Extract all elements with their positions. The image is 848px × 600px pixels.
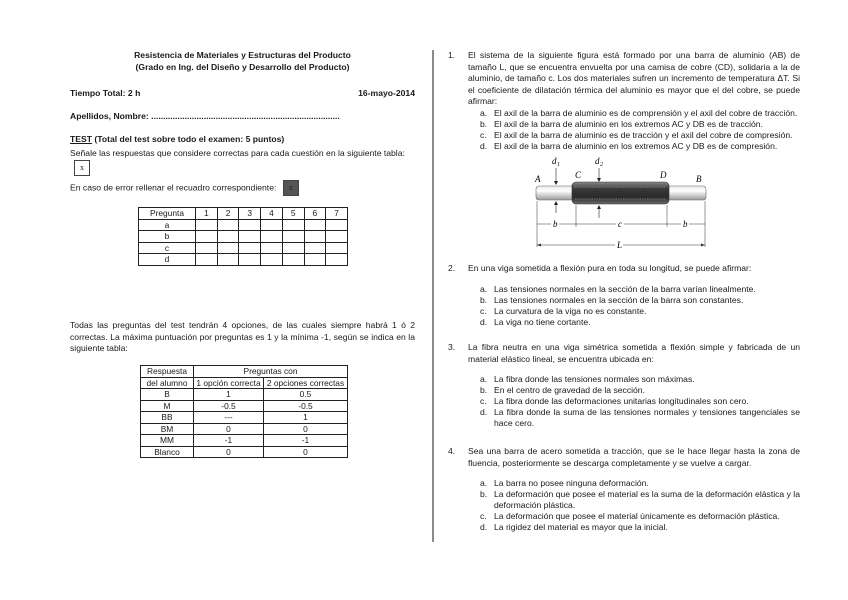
question-number: 1. xyxy=(448,50,456,60)
answer-cell[interactable] xyxy=(217,219,239,231)
question-column-5: 5 xyxy=(282,208,304,220)
answer-cell[interactable] xyxy=(326,231,348,243)
option-row-label: b xyxy=(139,231,196,243)
question-column-3: 3 xyxy=(239,208,261,220)
answer-table-header xyxy=(139,208,348,220)
scoring-cell: MM xyxy=(141,435,194,447)
option-c: c. El axil de la barra de aluminio es de tracción y el axil del cobre de compresión. xyxy=(480,129,793,140)
options-list xyxy=(480,108,800,152)
scoring-cell: -0.5 xyxy=(264,400,348,412)
scoring-group-header: Preguntas con xyxy=(194,366,348,378)
option-row-label: c xyxy=(139,242,196,254)
test-heading-underlined: TEST xyxy=(70,134,92,144)
scoring-cell: -1 xyxy=(194,435,264,447)
label-C: C xyxy=(575,170,582,180)
answer-cell[interactable] xyxy=(326,242,348,254)
question-4 xyxy=(448,446,800,533)
question-column-7: 7 xyxy=(326,208,348,220)
table-row xyxy=(141,423,348,435)
checkbox-example-icon: x xyxy=(74,160,90,176)
table-row xyxy=(139,219,348,231)
label-B: B xyxy=(696,174,702,184)
test-heading-rest: (Total del test sobre todo el examen: 5 puntos) xyxy=(91,134,285,144)
table-row xyxy=(139,231,348,243)
option-a: a. El axil de la barra de aluminio es de comprensión y el axil del cobre de tracción. xyxy=(480,107,798,118)
total-time: Tiempo Total: 2 h xyxy=(70,88,141,98)
name-field-label: Apellidos, Nombre: ............................................................................... xyxy=(70,111,340,121)
svg-text:2: 2 xyxy=(600,162,603,168)
scoring-cell: 0 xyxy=(194,423,264,435)
svg-text:1: 1 xyxy=(557,162,560,168)
question-column-6: 6 xyxy=(304,208,326,220)
right-column xyxy=(448,50,800,532)
answer-cell[interactable] xyxy=(282,231,304,243)
option-d: d. La rigidez del material es mayor que la inicial. xyxy=(480,522,668,532)
question-column-1: 1 xyxy=(196,208,218,220)
option-b: b. La deformación que posee el material es la suma de la deformación elástica y la deformación plástica. xyxy=(480,489,800,510)
options-list xyxy=(480,284,800,328)
scoring-cell: 1 xyxy=(264,412,348,424)
question-text: En una viga sometida a flexión pura en toda su longitud, se puede afirmar: xyxy=(468,263,752,273)
question-number: 3. xyxy=(448,342,456,352)
option-d: d. La fibra donde la suma de las tensiones normales y tensiones tangenciales se hace cero. xyxy=(480,407,800,428)
dim-L: L xyxy=(617,240,623,250)
option-b: b. En el centro de gravedad de la sección. xyxy=(480,385,645,395)
table-row xyxy=(141,435,348,447)
instruction-mark xyxy=(70,148,415,176)
table-row xyxy=(141,412,348,424)
scoring-intro: Todas las preguntas del test tendrán 4 opciones, de las cuales siempre habrá 1 ó 2 correctas. La máxima puntuación por preguntas es 1 y la mínima -1, según se indica en la siguiente tabla: xyxy=(70,320,415,353)
answer-cell[interactable] xyxy=(217,254,239,266)
option-d: d. La viga no tiene cortante. xyxy=(480,316,591,327)
scoring-cell: 0 xyxy=(264,446,348,458)
course-subtitle: (Grado en Ing. del Diseño y Desarrollo del Producto) xyxy=(135,61,350,72)
course-title: Resistencia de Materiales y Estructuras del Producto xyxy=(134,50,351,60)
answer-cell[interactable] xyxy=(196,254,218,266)
question-text: La fibra neutra en una viga simétrica sometida a flexión simple y fabricada de un material elástico lineal, se encuentra ubicada en: xyxy=(468,342,800,364)
question-number: 2. xyxy=(448,263,456,273)
answer-cell[interactable] xyxy=(239,242,261,254)
answer-cell[interactable] xyxy=(261,254,283,266)
answer-cell[interactable] xyxy=(217,242,239,254)
question-text: Sea una barra de acero sometida a tracción, que se le hace llegar hasta la zona de fluencia, posteriormente se descarga completamente y se vuelve a cargar. xyxy=(468,446,800,468)
answer-cell[interactable] xyxy=(282,254,304,266)
answer-cell[interactable] xyxy=(239,254,261,266)
answer-cell[interactable] xyxy=(304,219,326,231)
label-D: D xyxy=(660,170,667,180)
scoring-cell: BB xyxy=(141,412,194,424)
question-text: El sistema de la siguiente figura está formado por una barra de aluminio (AB) de tamaño L, que se encuentra envuelta por una camisa de cobre (CD), solidaria a la de aluminio, de tamaño c. Los dos materiales sufren un incremento de temperatura ΔT. Si el coeficiente de dilatación térmica del aluminio es mayor que el del cobre, se puede afirmar: xyxy=(468,50,800,106)
scoring-col1-header2: del alumno xyxy=(141,377,194,389)
bar-sleeve-diagram xyxy=(523,155,718,253)
exam-date: 16-mayo-2014 xyxy=(358,88,415,98)
column-divider xyxy=(432,50,434,542)
scoring-cell: BM xyxy=(141,423,194,435)
question-2 xyxy=(448,263,800,328)
option-row-label: a xyxy=(139,219,196,231)
dim-b-left: b xyxy=(553,219,558,229)
option-row-label: d xyxy=(139,254,196,266)
question-number: 4. xyxy=(448,446,456,456)
answer-cell[interactable] xyxy=(261,231,283,243)
scoring-cell: -0.5 xyxy=(194,400,264,412)
scoring-sub1-header: 1 opción correcta xyxy=(194,377,264,389)
option-c: c. La deformación que posee el material únicamente es deformación plástica. xyxy=(480,511,780,521)
answer-cell[interactable] xyxy=(282,242,304,254)
instruction-error xyxy=(70,180,415,196)
instruction-mark-text: Señale las respuestas que considere correctas para cada cuestión en la siguiente tabla: xyxy=(70,148,405,158)
option-c: c. La curvatura de la viga no es constante. xyxy=(480,305,647,316)
test-heading xyxy=(70,134,415,144)
question-3 xyxy=(448,342,800,429)
answer-cell[interactable] xyxy=(304,231,326,243)
table-row xyxy=(141,400,348,412)
answer-cell[interactable] xyxy=(196,242,218,254)
answer-cell[interactable] xyxy=(282,219,304,231)
scoring-col1-header1: Respuesta xyxy=(141,366,194,378)
scoring-cell: 0 xyxy=(264,423,348,435)
table-row xyxy=(139,242,348,254)
label-d1: d xyxy=(552,156,557,166)
answer-cell[interactable] xyxy=(196,219,218,231)
table-row xyxy=(141,446,348,458)
answer-table-header-label: Pregunta xyxy=(139,208,196,220)
dim-c: c xyxy=(618,219,622,229)
scoring-cell: 0.5 xyxy=(264,389,348,401)
option-a: a. La fibra donde las tensiones normales son máximas. xyxy=(480,374,695,384)
time-date-row xyxy=(70,88,415,98)
left-column xyxy=(70,50,415,457)
question-column-4: 4 xyxy=(261,208,283,220)
question-column-2: 2 xyxy=(217,208,239,220)
answer-cell[interactable] xyxy=(196,231,218,243)
option-a: a. La barra no posee ninguna deformación. xyxy=(480,478,649,488)
answer-cell[interactable] xyxy=(326,254,348,266)
option-b: b. Las tensiones normales en la sección de la barra son constantes. xyxy=(480,294,744,305)
answer-cell[interactable] xyxy=(304,254,326,266)
answer-cell[interactable] xyxy=(217,231,239,243)
label-d2: d xyxy=(595,156,600,166)
scoring-sub2-header: 2 opciones correctas xyxy=(264,377,348,389)
label-A: A xyxy=(535,174,541,184)
scoring-cell: M xyxy=(141,400,194,412)
option-a: a. Las tensiones normales en la sección de la barra varían linealmente. xyxy=(480,283,756,294)
answer-cell[interactable] xyxy=(326,219,348,231)
scoring-table xyxy=(140,365,348,458)
options-list xyxy=(480,478,800,533)
option-d: d. El axil de la barra de aluminio en los extremos AC y DB es de compresión. xyxy=(480,140,778,151)
options-list xyxy=(480,374,800,429)
instruction-error-text: En caso de error rellenar el recuadro correspondiente: xyxy=(70,181,277,192)
scoring-cell: 0 xyxy=(194,446,264,458)
answer-cell[interactable] xyxy=(239,231,261,243)
scoring-cell: --- xyxy=(194,412,264,424)
option-b: b. El axil de la barra de aluminio en los extremos AC y DB es de tracción. xyxy=(480,118,763,129)
table-row xyxy=(141,389,348,401)
option-c: c. La fibra donde las deformaciones unitarias longitudinales son cero. xyxy=(480,396,749,406)
copper-sleeve xyxy=(572,182,669,204)
dim-b-right: b xyxy=(683,219,688,229)
scoring-cell: -1 xyxy=(264,435,348,447)
answer-cell[interactable] xyxy=(261,242,283,254)
answer-cell[interactable] xyxy=(239,219,261,231)
scoring-cell: 1 xyxy=(194,389,264,401)
scoring-cell: Blanco xyxy=(141,446,194,458)
scoring-cell: B xyxy=(141,389,194,401)
table-row xyxy=(139,254,348,266)
answer-table xyxy=(138,207,348,266)
question-1 xyxy=(448,50,800,152)
answer-cell[interactable] xyxy=(304,242,326,254)
answer-cell[interactable] xyxy=(261,219,283,231)
filled-checkbox-icon: x xyxy=(283,180,299,196)
